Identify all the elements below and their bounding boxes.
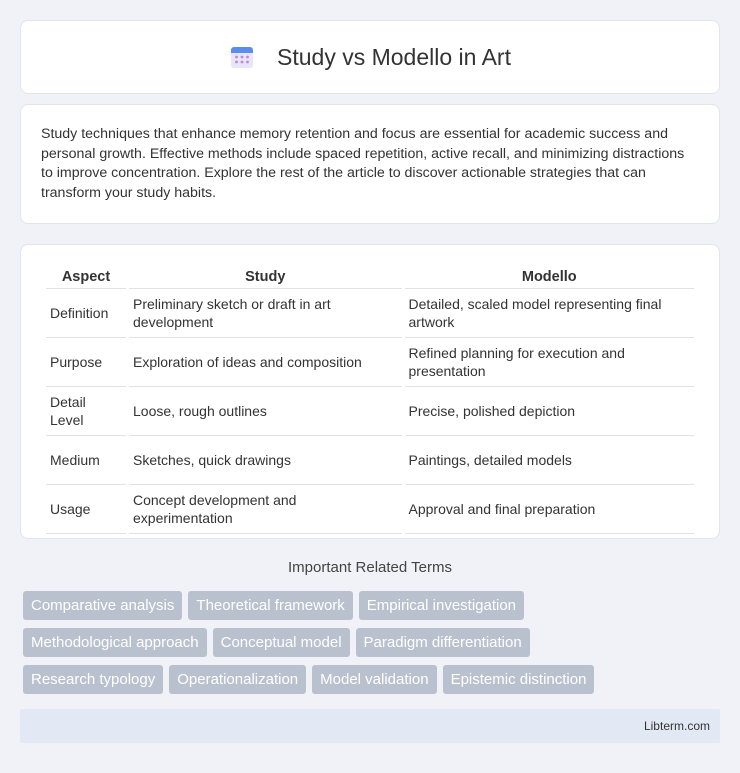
tag-conceptual-model[interactable]: Conceptual model <box>213 628 350 657</box>
cell-aspect: Usage <box>46 485 126 534</box>
tag-empirical-investigation[interactable]: Empirical investigation <box>359 591 524 620</box>
cell-study: Concept development and experimentation <box>129 485 402 534</box>
header-card <box>20 20 720 94</box>
footer <box>20 709 720 743</box>
tag-paradigm-differentiation[interactable]: Paradigm differentiation <box>356 628 530 657</box>
tag-row <box>23 628 723 657</box>
tag-epistemic-distinction[interactable]: Epistemic distinction <box>443 665 595 694</box>
comparison-table <box>43 265 697 534</box>
cell-modello: Precise, polished depiction <box>405 387 695 436</box>
tag-operationalization[interactable]: Operationalization <box>169 665 306 694</box>
calendar-icon <box>229 44 255 70</box>
tag-row <box>23 665 723 694</box>
table-header-row <box>46 265 694 289</box>
related-terms-tags <box>23 591 723 702</box>
page-title: Study vs Modello in Art <box>277 43 511 70</box>
footer-site-link[interactable]: Libterm.com <box>643 719 710 733</box>
table-row <box>46 387 694 436</box>
tag-comparative-analysis[interactable]: Comparative analysis <box>23 591 182 620</box>
comparison-table-card <box>20 244 720 539</box>
table-row <box>46 485 694 534</box>
cell-modello: Refined planning for execution and presentation <box>405 338 695 387</box>
tag-research-typology[interactable]: Research typology <box>23 665 163 694</box>
cell-aspect: Definition <box>46 289 126 338</box>
cell-modello: Detailed, scaled model representing final artwork <box>405 289 695 338</box>
tag-model-validation[interactable]: Model validation <box>312 665 436 694</box>
cell-study: Loose, rough outlines <box>129 387 402 436</box>
intro-card <box>20 104 720 224</box>
cell-study: Preliminary sketch or draft in art development <box>129 289 402 338</box>
table-row <box>46 338 694 387</box>
tag-methodological-approach[interactable]: Methodological approach <box>23 628 207 657</box>
intro-text: Study techniques that enhance memory retention and focus are essential for academic success and personal growth. Effective methods include spaced repetition, active recall, and minimizing distractions to improve concentration. Explore the rest of the article to discover actionable strategies that can transform your study habits. <box>41 126 685 201</box>
column-header-study: Study <box>129 265 402 289</box>
table-row <box>46 289 694 338</box>
column-header-aspect: Aspect <box>46 265 126 289</box>
cell-study: Exploration of ideas and composition <box>129 338 402 387</box>
cell-aspect: Purpose <box>46 338 126 387</box>
cell-study: Sketches, quick drawings <box>129 436 402 485</box>
tag-row <box>23 591 723 620</box>
related-terms-title: Important Related Terms <box>288 559 452 576</box>
column-header-modello: Modello <box>405 265 695 289</box>
cell-aspect: Detail Level <box>46 387 126 436</box>
cell-aspect: Medium <box>46 436 126 485</box>
tag-theoretical-framework[interactable]: Theoretical framework <box>188 591 352 620</box>
cell-modello: Approval and final preparation <box>405 485 695 534</box>
table-row <box>46 436 694 485</box>
cell-modello: Paintings, detailed models <box>405 436 695 485</box>
